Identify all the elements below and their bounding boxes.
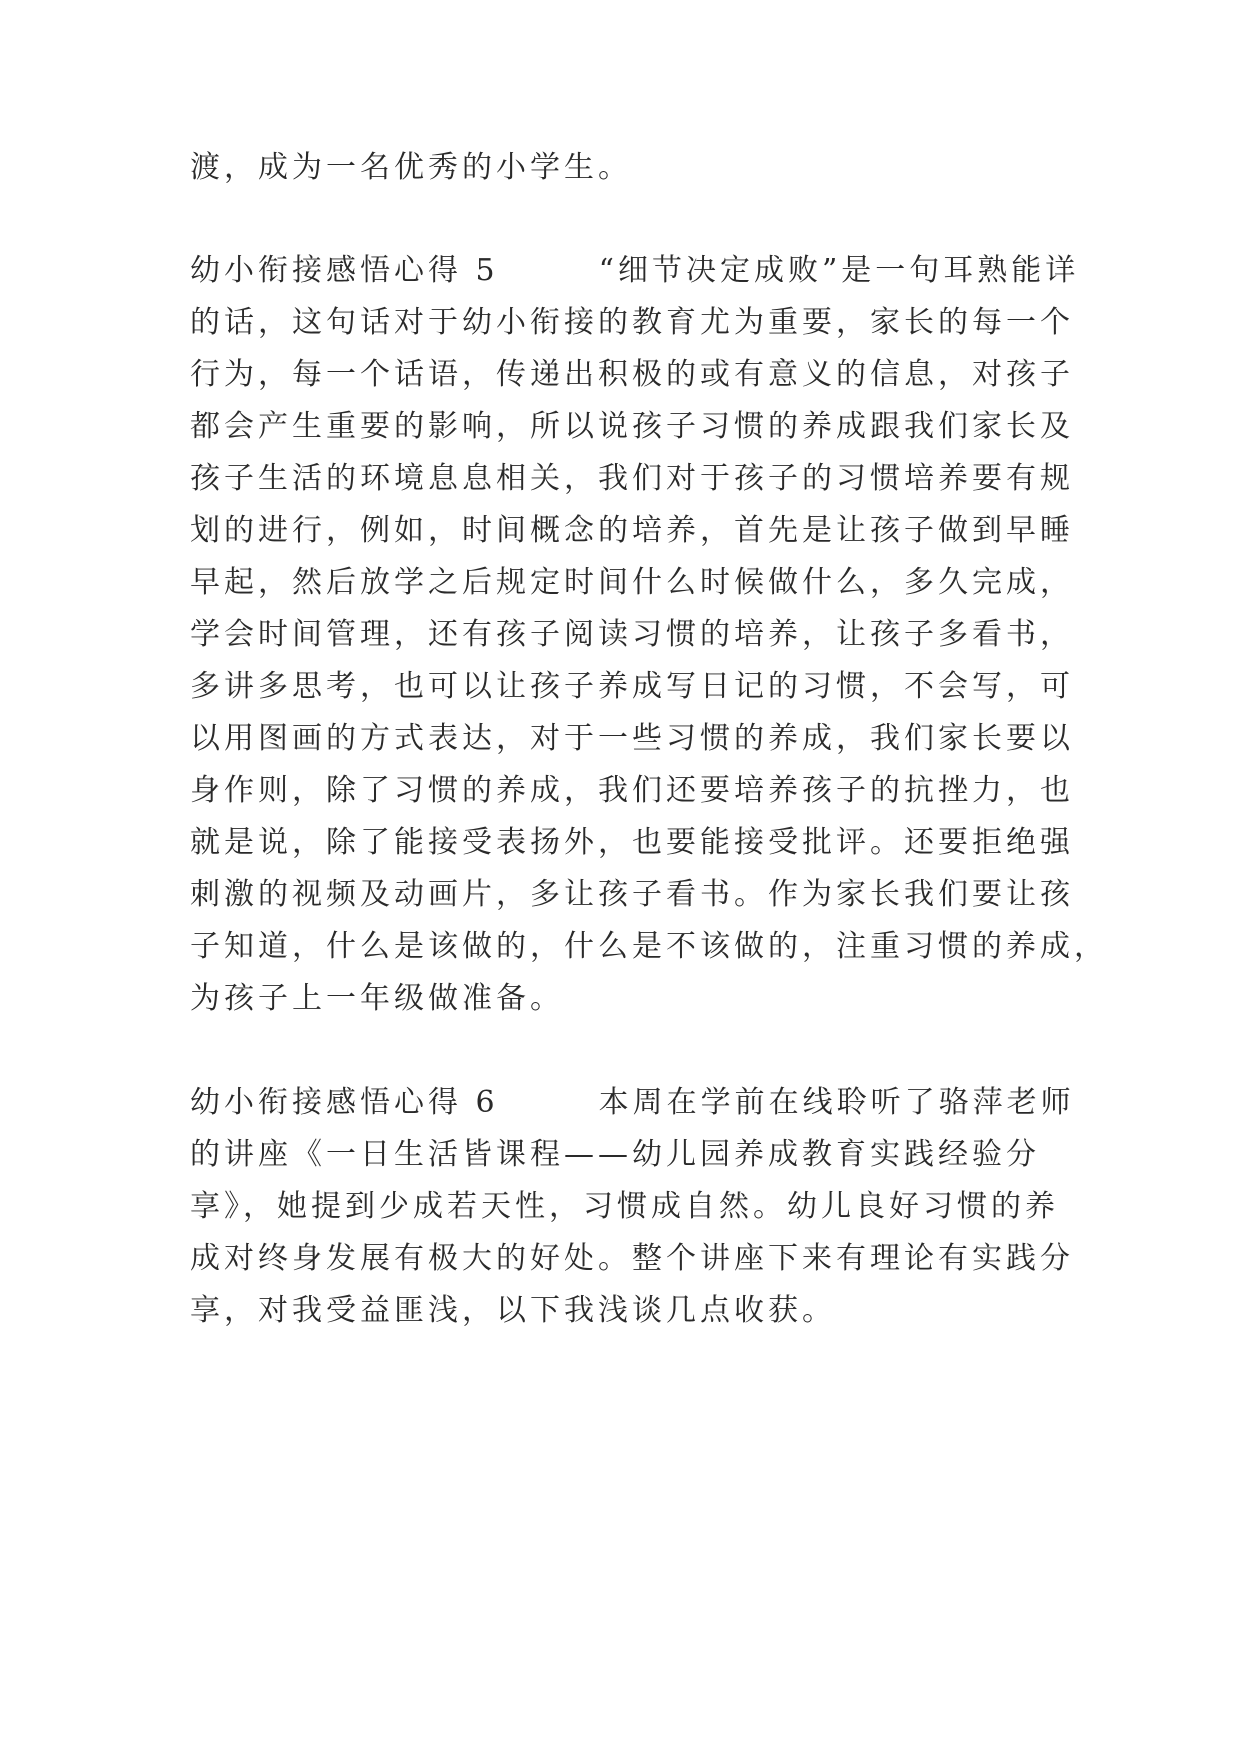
paragraph-line: 身作则，除了习惯的养成，我们还要培养孩子的抗挫力，也 [190,773,1074,808]
paragraph-line: 刺激的视频及动画片，多让孩子看书。作为家长我们要让孩 [190,877,1074,912]
paragraph-line: 学会时间管理，还有孩子阅读习惯的培养，让孩子多看书， [190,617,1074,652]
paragraph-line: 多讲多思考，也可以让孩子养成写日记的习惯，不会写，可 [190,669,1074,704]
paragraph-line: 划的进行，例如，时间概念的培养，首先是让孩子做到早睡 [190,513,1074,548]
paragraph-line: 的讲座《一日生活皆课程——幼儿园养成教育实践经验分 [190,1137,1040,1172]
section-heading: 幼小衔接感悟心得 6 [190,1085,499,1120]
section-heading: 幼小衔接感悟心得 5 [190,253,499,288]
section-heading-line [190,243,1079,299]
paragraph-line: 就是说，除了能接受表扬外，也要能接受批评。还要拒绝强 [190,825,1074,860]
paragraph-line: 子知道，什么是该做的，什么是不该做的，注重习惯的养成， [190,929,1108,964]
section-heading-line [190,1075,1075,1131]
paragraph-line: 成对终身发展有极大的好处。整个讲座下来有理论有实践分 [190,1241,1074,1276]
paragraph-line: 的话，这句话对于幼小衔接的教育尤为重要，家长的每一个 [190,305,1074,340]
paragraph-line: 行为，每一个话语，传递出积极的或有意义的信息，对孩子 [190,357,1074,392]
paragraph-line: 都会产生重要的影响，所以说孩子习惯的养成跟我们家长及 [190,409,1074,444]
paragraph-line: 享》，她提到少成若天性，习惯成自然。幼儿良好习惯的养 [190,1189,1059,1224]
paragraph-text: “细节决定成败”是一句耳熟能详 [598,253,1080,288]
paragraph-line: 孩子生活的环境息息相关，我们对于孩子的习惯培养要有规 [190,461,1074,496]
paragraph-line: 为孩子上一年级做准备。 [190,981,564,1016]
paragraph-line: 享，对我受益匪浅，以下我浅谈几点收获。 [190,1293,836,1328]
paragraph-line: 渡，成为一名优秀的小学生。 [190,150,632,185]
paragraph-line: 早起，然后放学之后规定时间什么时候做什么，多久完成， [190,565,1074,600]
paragraph-line: 以用图画的方式表达，对于一些习惯的养成，我们家长要以 [190,721,1074,756]
paragraph-text: 本周在学前在线聆听了骆萍老师 [598,1085,1075,1120]
